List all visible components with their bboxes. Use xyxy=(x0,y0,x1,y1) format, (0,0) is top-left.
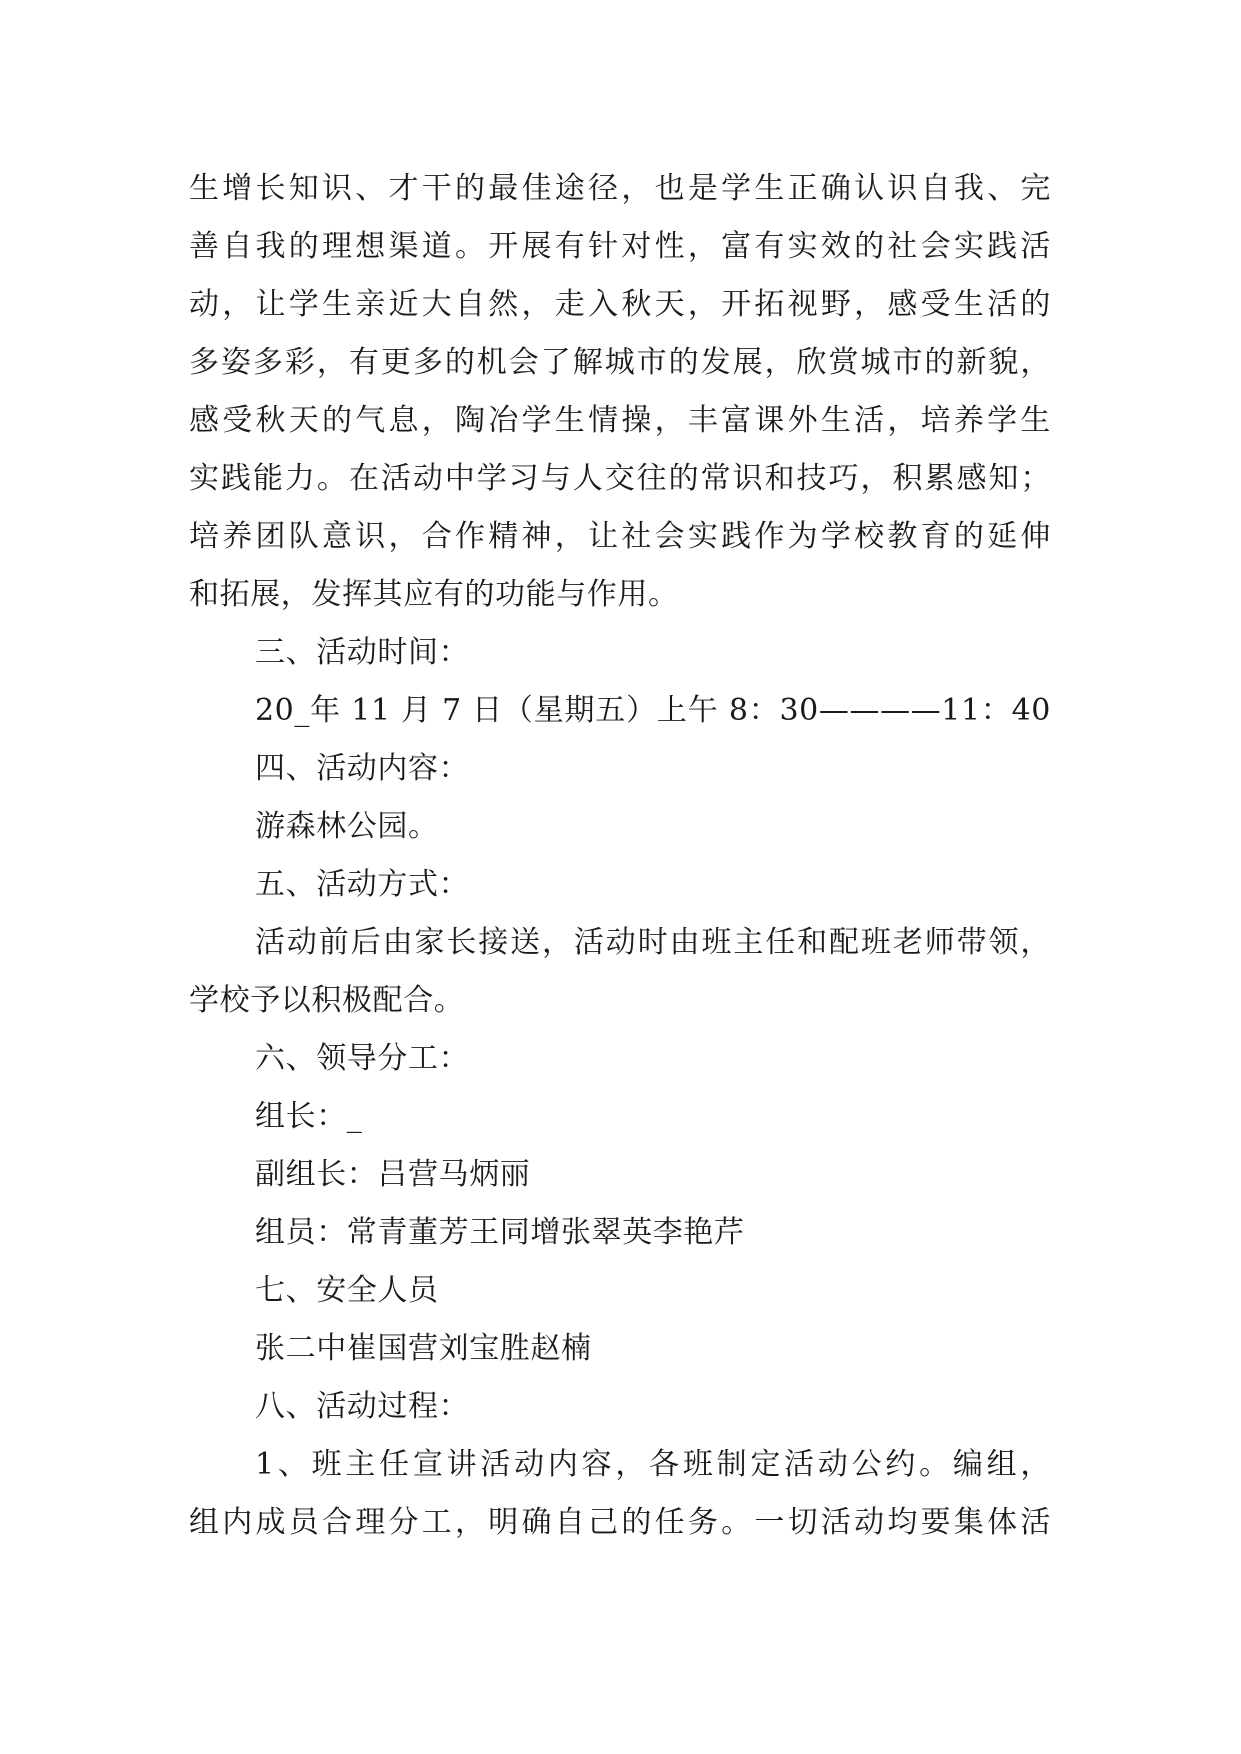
document-page xyxy=(189,160,1051,1552)
text-line: 20_年 11 月 7 日（星期五）上午 8：30————11：40 xyxy=(255,693,1051,728)
text-line: 实践能力。在活动中学习与人交往的常识和技巧，积累感知； xyxy=(189,461,1051,496)
text-line: 七、安全人员 xyxy=(255,1273,439,1308)
text-line: 活动前后由家长接送，活动时由班主任和配班老师带领， xyxy=(255,925,1051,960)
text-line: 张二中崔国营刘宝胜赵楠 xyxy=(255,1331,592,1366)
text-line: 六、领导分工： xyxy=(255,1041,470,1076)
text-line: 和拓展，发挥其应有的功能与作用。 xyxy=(189,577,679,612)
text-line: 善自我的理想渠道。开展有针对性，富有实效的社会实践活 xyxy=(189,229,1051,264)
text-line: 八、活动过程： xyxy=(255,1389,470,1424)
text-line: 三、活动时间： xyxy=(255,635,470,670)
text-line: 感受秋天的气息，陶冶学生情操，丰富课外生活，培养学生 xyxy=(189,403,1051,438)
text-line: 多姿多彩，有更多的机会了解城市的发展，欣赏城市的新貌， xyxy=(189,345,1051,380)
text-line: 游森林公园。 xyxy=(255,809,439,844)
text-line: 五、活动方式： xyxy=(255,867,470,902)
text-line: 四、活动内容： xyxy=(255,751,470,786)
text-line: 培养团队意识，合作精神，让社会实践作为学校教育的延伸 xyxy=(189,519,1051,554)
text-line: 组长：_ xyxy=(255,1099,363,1134)
text-line: 生增长知识、才干的最佳途径，也是学生正确认识自我、完 xyxy=(189,171,1051,206)
text-line: 组内成员合理分工，明确自己的任务。一切活动均要集体活 xyxy=(189,1505,1051,1540)
text-line: 副组长：吕营马炳丽 xyxy=(255,1157,531,1192)
text-line: 1、班主任宣讲活动内容，各班制定活动公约。编组， xyxy=(255,1447,1051,1482)
text-line: 动，让学生亲近大自然，走入秋天，开拓视野，感受生活的 xyxy=(189,287,1051,322)
text-line: 组员：常青董芳王同增张翠英李艳芹 xyxy=(255,1215,745,1250)
text-line: 学校予以积极配合。 xyxy=(189,983,465,1018)
